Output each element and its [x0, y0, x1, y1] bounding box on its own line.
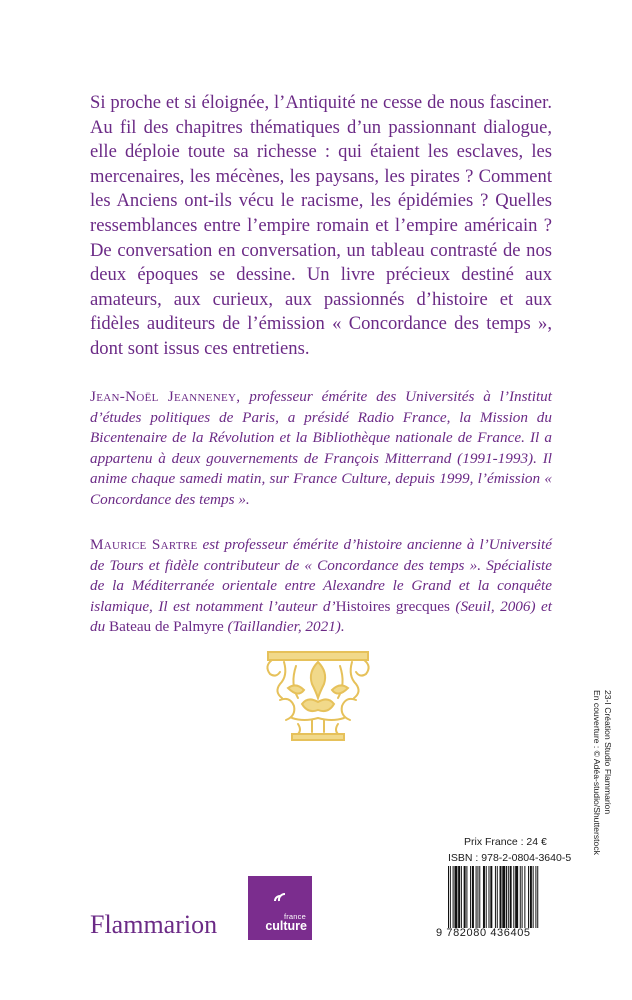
- credits-line: En couverture : © Adéa-studio/Shutterstock: [592, 690, 602, 855]
- france-culture-logo: [248, 876, 312, 940]
- author-bio-sartre: [90, 535, 552, 638]
- author-bio-jeanneney: [90, 387, 552, 510]
- cover-credits: [573, 690, 613, 980]
- france-culture-logo-line-1: france: [283, 912, 306, 921]
- corinthian-capital-icon: [262, 648, 374, 744]
- credits-line: 23-I Création Studio Flammarion: [603, 690, 613, 815]
- barcode-digits: 9 782080 436405: [436, 927, 531, 939]
- author-bio-text: est professeur émérite d’histoire ancienne à l’Université de Tours et fidèle contributeur de « Concordance des temps ». Spécialiste de la Méditerranée orientale entre Alexandre le Grand et la conquête islamique, Il est notamment l’auteur d’: [90, 536, 552, 615]
- isbn-label: ISBN : 978-2-0804-3640-5: [448, 852, 572, 864]
- back-cover-blurb: Si proche et si éloignée, l’Antiquité ne cesse de nous fasciner. Au fil des chapitres thématiques d’un passionnant dialogue, elle déploie toute sa richesse : qui étaient les esclaves, les mercenaires, les mécènes, les paysans, les pirates ? Comment les Anciens ont-ils vécu le racisme, les épidémies ? Quelles ressemblances entre l’empire romain et l’empire américain ? De conversation en conversation, un tableau contrasté de nos deux époques se dessine. Un livre précieux destiné aux amateurs, aux curieux, aux passionnés d’histoire et aux fidèles auditeurs de l’émission « Concordance des temps », dont sont issus ces entretiens.: [90, 92, 552, 359]
- author-bio-text: (Seuil, 2006) et du: [90, 597, 553, 635]
- book-title: Bateau de Palmyre: [108, 618, 224, 635]
- author-name-jeanneney: Jean-Noël Jeanneney,: [90, 388, 241, 405]
- author-bio-text: (Taillandier, 2021).: [223, 618, 345, 635]
- publisher-logo-flammarion: Flammarion: [90, 910, 218, 939]
- price-label: Prix France : 24 €: [464, 836, 547, 848]
- book-title: Histoires grecques: [335, 597, 450, 615]
- barcode-icon: [446, 866, 550, 928]
- france-culture-logo-line-2: culture: [265, 919, 307, 933]
- author-name-sartre: Maurice Sartre: [90, 536, 198, 553]
- radio-waves-icon: [273, 891, 287, 903]
- author-bio-text: professeur émérite des Universités à l’Institut d’études politiques de Paris, a présidé Radio France, la Mission du Bicentenaire de la Révolution et la Bibliothèque nationale de France. Il a appartenu à deux gouvernements de François Mitterrand (1991-1993). Il anime chaque samedi matin, sur France Culture, depuis 1999, l’émission « Concordance des temps ».: [90, 388, 552, 508]
